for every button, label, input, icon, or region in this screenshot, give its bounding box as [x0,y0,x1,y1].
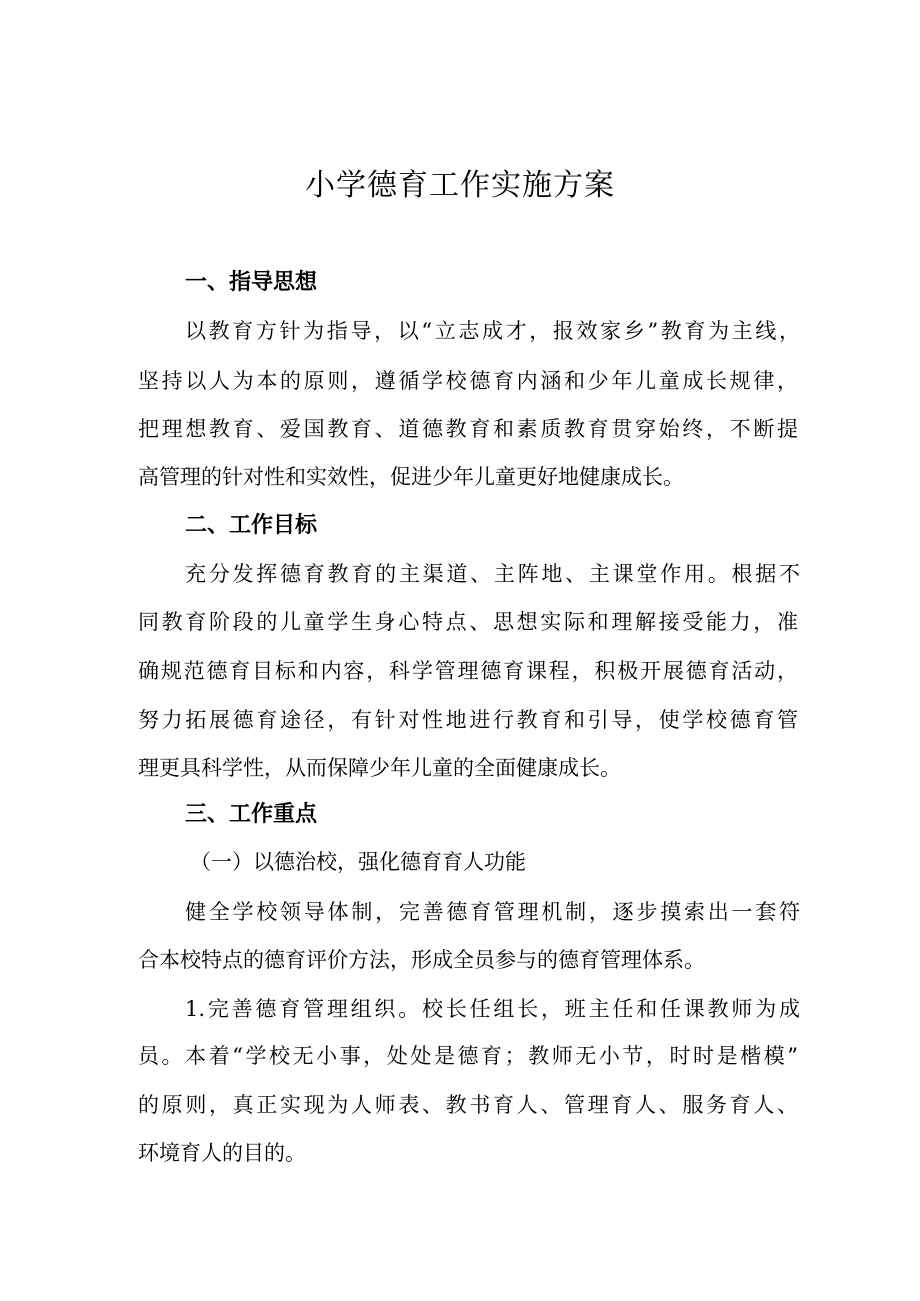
paragraph-line: 坚持以人为本的原则，遵循学校德育内涵和少年儿童成长规律， [138,369,798,393]
subsection-heading: （一）以德治校，强化德育育人功能 [190,850,526,874]
section-heading-work-focus: 三、工作重点 [185,802,318,827]
paragraph-line: 确规范德育目标和内容，科学管理德育课程，积极开展德育活动， [138,659,798,683]
paragraph-line: 把理想教育、爱国教育、道德教育和素质教育贯穿始终，不断提 [138,417,798,441]
document-title: 小学德育工作实施方案 [305,168,615,203]
paragraph-line: 的原则，真正实现为人师表、教书育人、管理育人、服务育人、 [138,1093,798,1117]
paragraph-line: 环境育人的目的。 [138,1141,306,1165]
paragraph-line: 合本校特点的德育评价方法，形成全员参与的德育管理体系。 [138,948,705,972]
paragraph-line: 1.完善德育管理组织。校长任组长，班主任和任课教师为成 [185,997,800,1021]
paragraph-line: 员。本着“学校无小事，处处是德育；教师无小节，时时是楷模” [138,1044,798,1068]
section-heading-work-goals: 二、工作目标 [185,513,318,538]
paragraph-line: 健全学校领导体制，完善德育管理机制，逐步摸索出一套符 [185,900,800,924]
paragraph-line: 同教育阶段的儿童学生身心特点、思想实际和理解接受能力，准 [138,610,798,634]
paragraph-line: 高管理的针对性和实效性，促进少年儿童更好地健康成长。 [138,465,684,489]
paragraph-line: 以教育方针为指导，以“立志成才，报效家乡”教育为主线， [185,319,800,343]
paragraph-line: 努力拓展德育途径，有针对性地进行教育和引导，使学校德育管 [138,708,798,732]
paragraph-line: 理更具科学性，从而保障少年儿童的全面健康成长。 [138,756,621,780]
paragraph-line: 充分发挥德育教育的主渠道、主阵地、主课堂作用。根据不 [185,562,800,586]
section-heading-guiding-ideology: 一、指导思想 [185,270,318,295]
